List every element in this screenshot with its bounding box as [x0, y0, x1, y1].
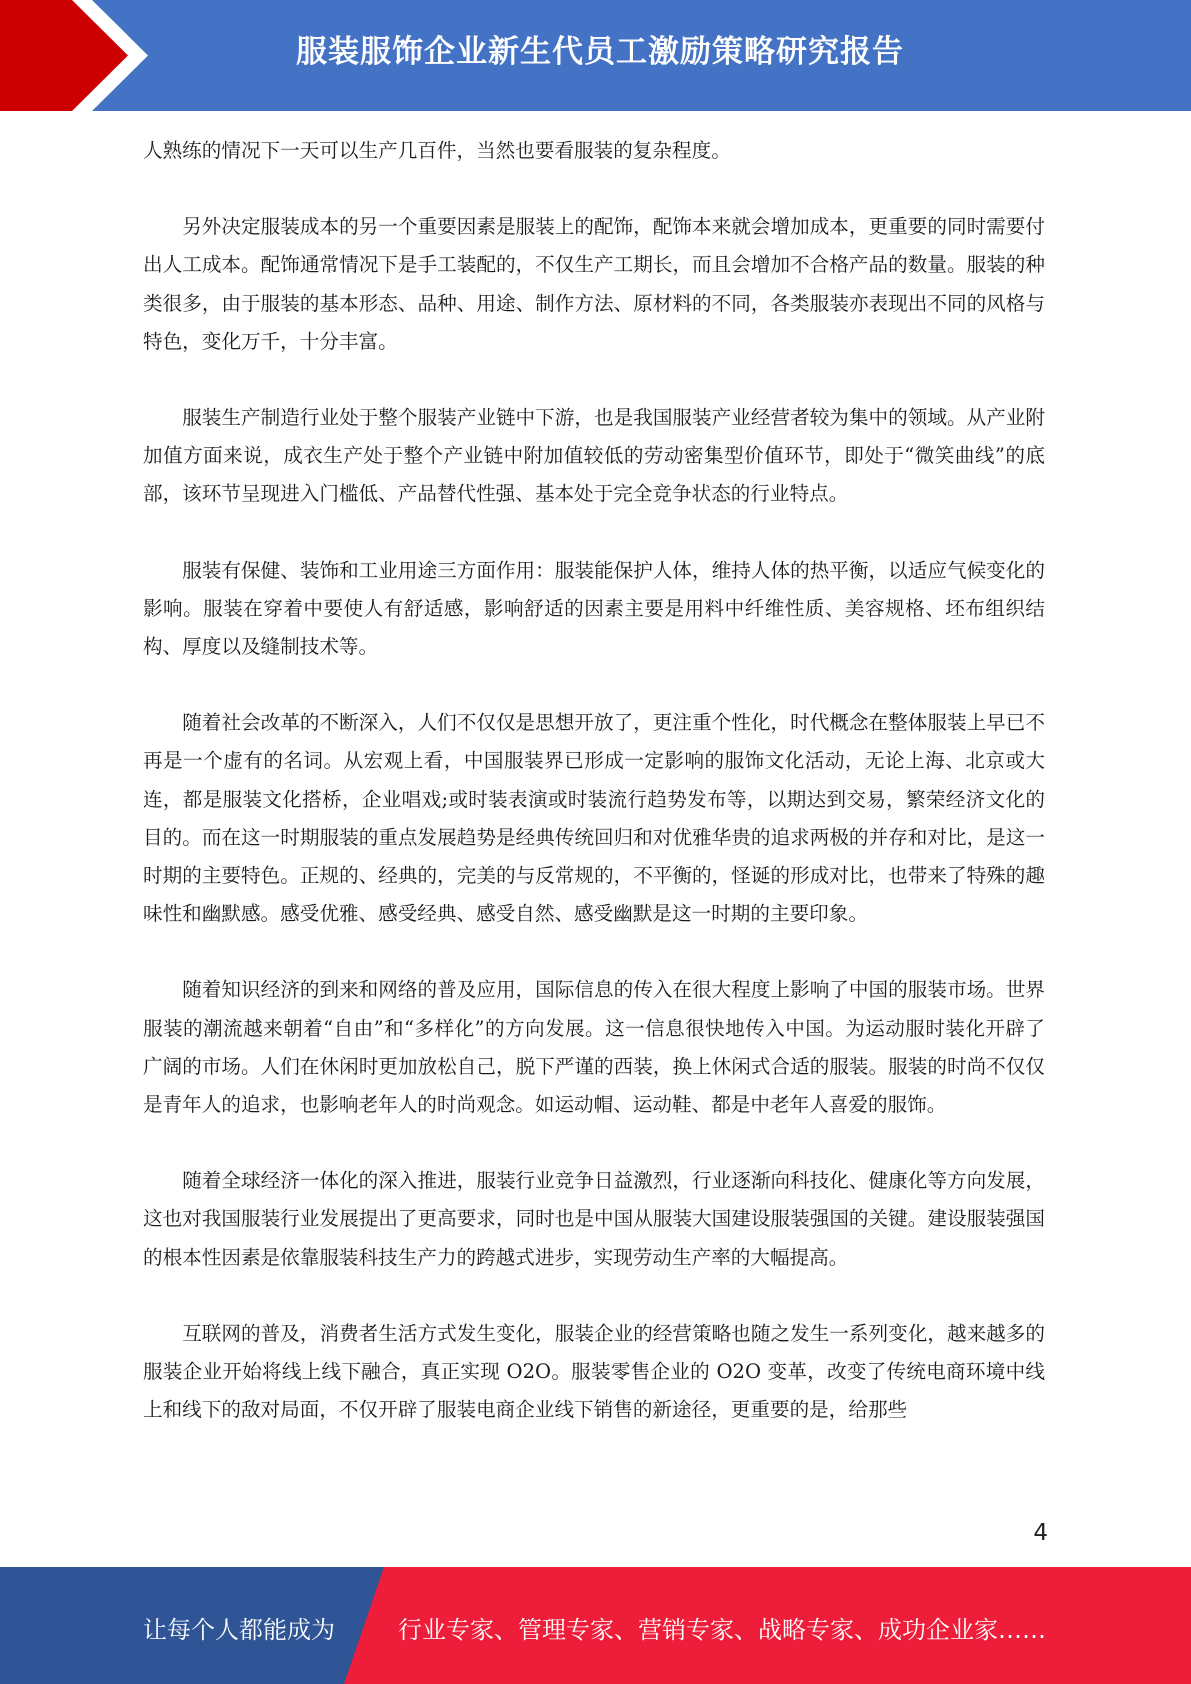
document-title: 服装服饰企业新生代员工激励策略研究报告	[296, 34, 904, 70]
paragraph: 随着全球经济一体化的深入推进，服装行业竞争日益激烈，行业逐渐向科技化、健康化等方向发展，这也对我国服装行业发展提出了更高要求，同时也是中国从服装大国建设服装强国的关键。建设服装强国的根本性因素是依靠服装科技生产力的跨越式进步，实现劳动生产率的大幅提高。	[143, 1169, 1045, 1269]
page-header	[0, 0, 1191, 111]
paragraph: 服装生产制造行业处于整个服装产业链中下游，也是我国服装产业经营者较为集中的领域。从产业附加值方面来说，成衣生产处于整个产业链中附加值较低的劳动密集型价值环节，即处于“微笑曲线”的底部，该环节呈现进入门槛低、产品替代性强、基本处于完全竞争状态的行业特点。	[143, 406, 1045, 506]
footer-slogan-left: 让每个人都能成为	[143, 1616, 335, 1644]
body-text	[143, 132, 1045, 1467]
paragraph: 随着社会改革的不断深入，人们不仅仅是思想开放了，更注重个性化，时代概念在整体服装上早已不再是一个虚有的名词。从宏观上看，中国服装界已形成一定影响的服饰文化活动，无论上海、北京或大连，都是服装文化搭桥，企业唱戏;或时装表演或时装流行趋势发布等，以期达到交易，繁荣经济文化的目的。而在这一时期服装的重点发展趋势是经典传统回归和对优雅华贵的追求两极的并存和对比，是这一时期的主要特色。正规的、经典的，完美的与反常规的，不平衡的，怪诞的形成对比，也带来了特殊的趣味性和幽默感。感受优雅、感受经典、感受自然、感受幽默是这一时期的主要印象。	[143, 711, 1045, 926]
page-number: 4	[1033, 1520, 1048, 1546]
paragraph: 人熟练的情况下一天可以生产几百件，当然也要看服装的复杂程度。	[143, 139, 731, 162]
footer-slogan-right: 行业专家、管理专家、营销专家、战略专家、成功企业家……	[398, 1616, 1046, 1644]
paragraph: 随着知识经济的到来和网络的普及应用，国际信息的传入在很大程度上影响了中国的服装市场。世界服装的潮流越来朝着“自由”和“多样化”的方向发展。这一信息很快地传入中国。为运动服时装化开辟了广阔的市场。人们在休闲时更加放松自己，脱下严谨的西装，换上休闲式合适的服装。服装的时尚不仅仅是青年人的追求，也影响老年人的时尚观念。如运动帽、运动鞋、都是中老年人喜爱的服饰。	[143, 978, 1045, 1117]
paragraph: 互联网的普及，消费者生活方式发生变化，服装企业的经营策略也随之发生一系列变化，越来越多的服装企业开始将线上线下融合，真正实现 O2O。服装零售企业的 O2O 变革，改变了传统电商环境中线上和线下的敌对局面，不仅开辟了服装电商企业线下销售的新途径，更重要的是，给那些	[143, 1321, 1045, 1422]
page-footer	[0, 1567, 1191, 1684]
header-arrow-graphic	[0, 0, 160, 111]
paragraph: 另外决定服装成本的另一个重要因素是服装上的配饰，配饰本来就会增加成本，更重要的同时需要付出人工成本。配饰通常情况下是手工装配的，不仅生产工期长，而且会增加不合格产品的数量。服装的种类很多，由于服装的基本形态、品种、用途、制作方法、原材料的不同，各类服装亦表现出不同的风格与特色，变化万千，十分丰富。	[143, 215, 1045, 353]
paragraph: 服装有保健、装饰和工业用途三方面作用：服装能保护人体，维持人体的热平衡，以适应气候变化的影响。服装在穿着中要使人有舒适感，影响舒适的因素主要是用料中纤维性质、美容规格、坯布组织结构、厚度以及缝制技术等。	[143, 558, 1045, 659]
